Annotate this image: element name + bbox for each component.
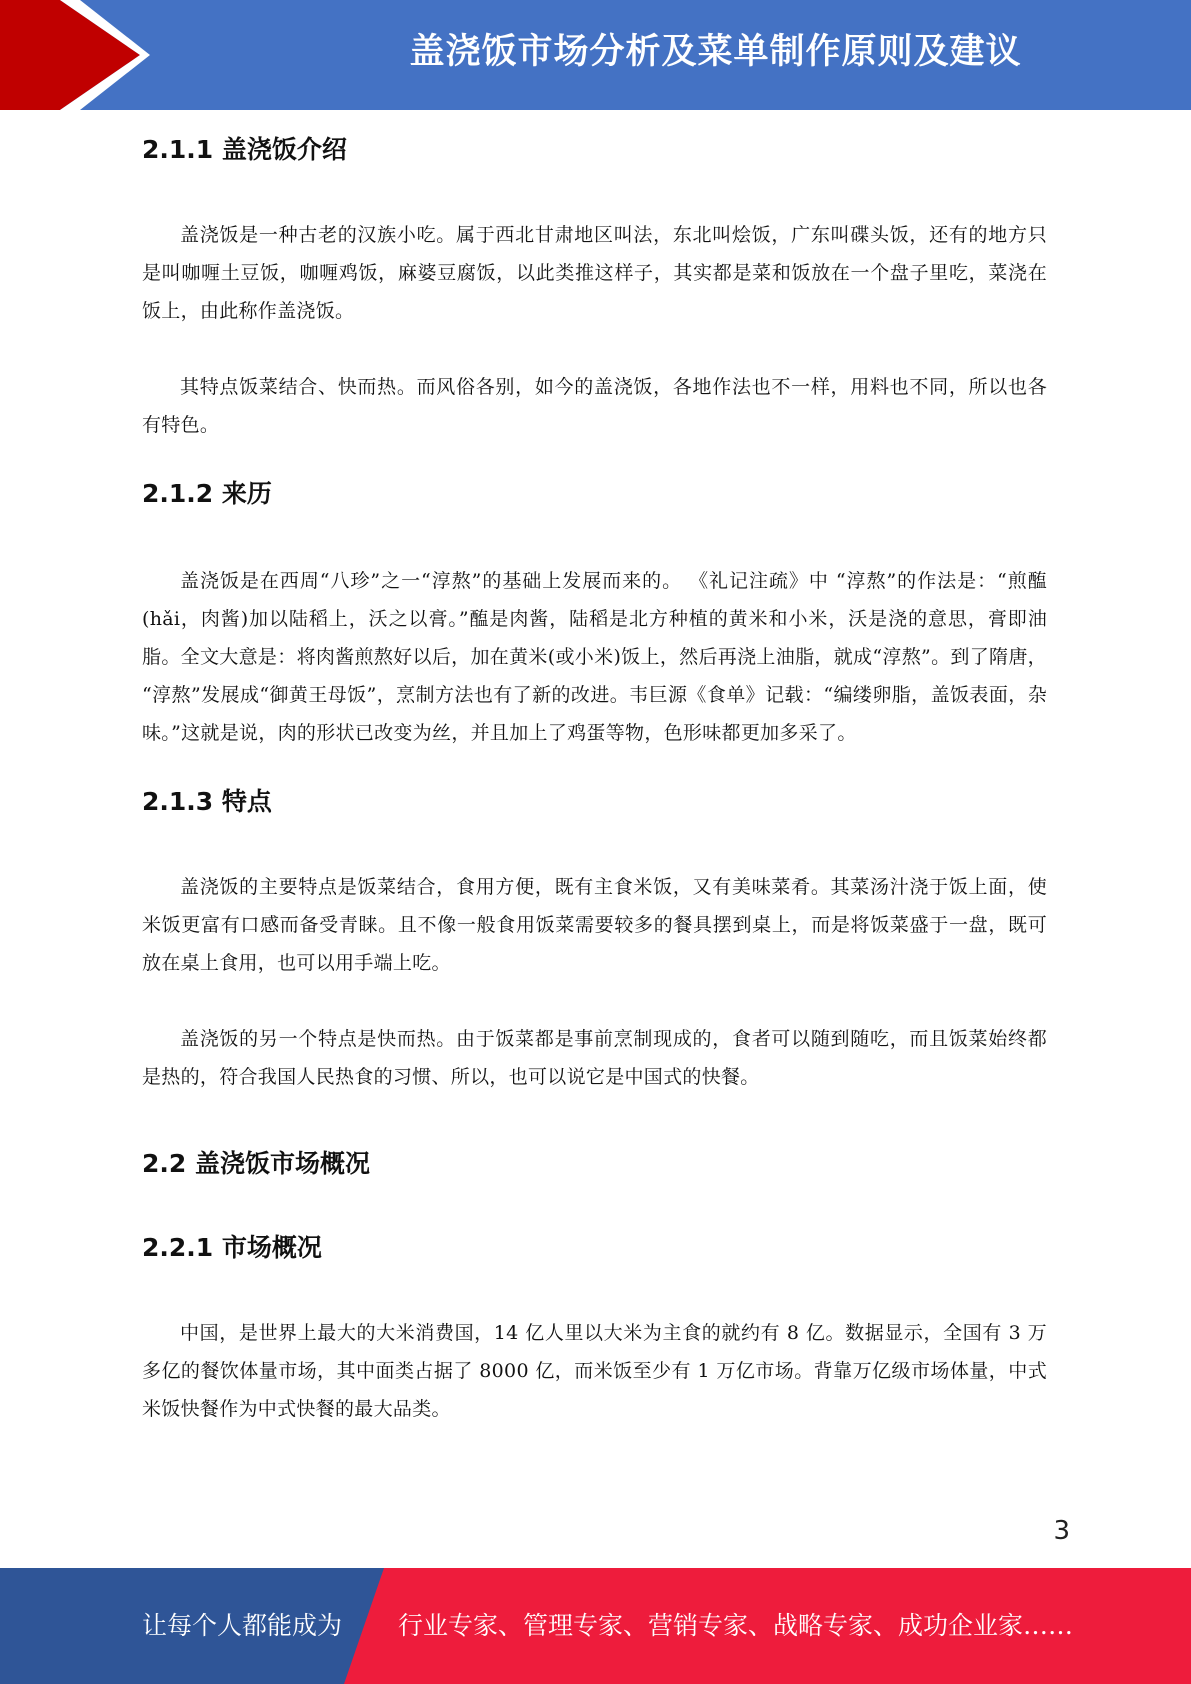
section-heading: 2.1.2 来历 xyxy=(142,479,272,508)
page-number: 3 xyxy=(1053,1516,1070,1546)
page-footer xyxy=(0,1568,1191,1684)
paragraph: 盖浇饭的主要特点是饭菜结合，食用方便，既有主食米饭，又有美味菜肴。其菜汤汁浇于饭上面，使米饭更富有口感而备受青睐。且不像一般食用饭菜需要较多的餐具摆到桌上，而是将饭菜盛于一盘，既可放在桌上食用，也可以用手端上吃。 xyxy=(142,876,1047,974)
paragraph: 其特点饭菜结合、快而热。而风俗各别，如今的盖浇饭，各地作法也不一样，用料也不同，所以也各有特色。 xyxy=(142,376,1047,436)
paragraph: 盖浇饭是在西周“八珍”之一“淳熬”的基础上发展而来的。 《礼记注疏》中 “淳熬”的作法是：“煎醢(hǎi，肉酱)加以陆稻上，沃之以膏。”醢是肉酱，陆稻是北方种植的黄米和小米，沃是浇的意思，膏即油脂。全文大意是：将肉酱煎熬好以后，加在黄米(或小米)饭上，然后再浇上油脂，就成“淳熬”。到了隋唐， “淳熬”发展成“御黄王母饭”，烹制方法也有了新的改进。韦巨源《食单》记载：“编缕卵脂，盖饭表面，杂味。”这就是说，肉的形状已改变为丝，并且加上了鸡蛋等物，色形味都更加多采了。 xyxy=(142,570,1047,744)
paragraph: 盖浇饭是一种古老的汉族小吃。属于西北甘肃地区叫法，东北叫烩饭，广东叫碟头饭，还有的地方只是叫咖喱土豆饭，咖喱鸡饭，麻婆豆腐饭，以此类推这样子，其实都是菜和饭放在一个盘子里吃，菜浇在饭上，由此称作盖浇饭。 xyxy=(142,224,1047,322)
document-title: 盖浇饭市场分析及菜单制作原则及建议 xyxy=(409,32,1022,72)
document-body xyxy=(142,128,1047,1428)
footer-slogan-left: 让每个人都能成为 xyxy=(142,1611,343,1640)
header-arrow-decoration xyxy=(0,0,160,110)
section-heading: 2.1.1 盖浇饭介绍 xyxy=(142,135,347,164)
section-heading: 2.1.3 特点 xyxy=(142,787,272,816)
footer-slogan-right: 行业专家、管理专家、营销专家、战略专家、成功企业家…… xyxy=(398,1611,1074,1640)
paragraph: 盖浇饭的另一个特点是快而热。由于饭菜都是事前烹制现成的，食者可以随到随吃，而且饭菜始终都是热的，符合我国人民热食的习惯、所以，也可以说它是中国式的快餐。 xyxy=(142,1028,1047,1088)
paragraph: 中国，是世界上最大的大米消费国，14 亿人里以大米为主食的就约有 8 亿。数据显示，全国有 3 万多亿的餐饮体量市场，其中面类占据了 8000 亿，而米饭至少有 1 万亿市场。背靠万亿级市场体量，中式米饭快餐作为中式快餐的最大品类。 xyxy=(142,1322,1047,1420)
section-heading: 2.2 盖浇饭市场概况 xyxy=(142,1149,370,1178)
page-header xyxy=(0,0,1191,110)
section-heading: 2.2.1 市场概况 xyxy=(142,1233,322,1262)
